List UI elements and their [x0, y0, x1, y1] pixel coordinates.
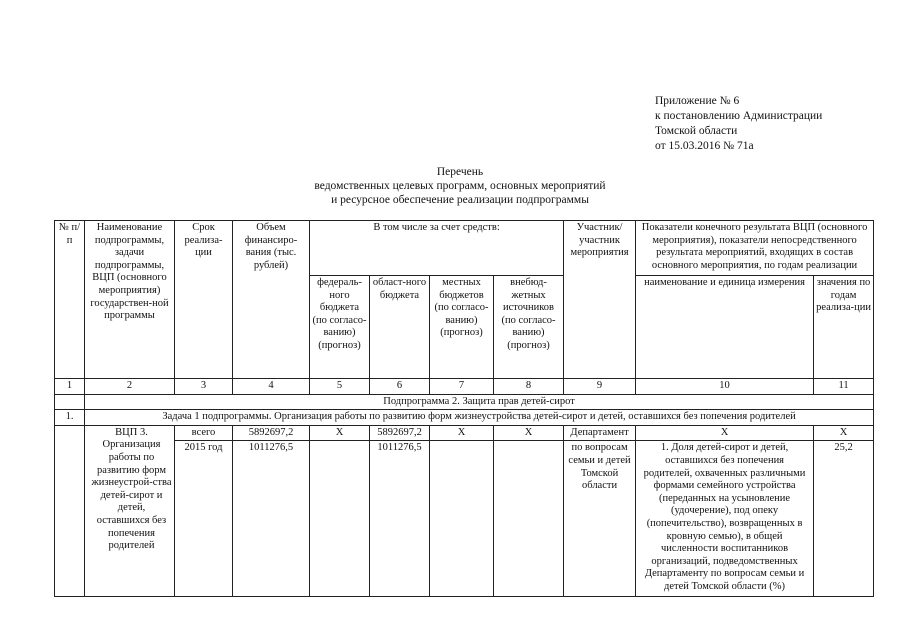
vcp-name: ВЦП 3. Организация работы по развитию форм жизнеустрой-ства детей-сирот и детей, оставшихся без попечения родителей	[85, 425, 175, 596]
appendix-line-4: от 15.03.2016 № 71а	[655, 140, 754, 152]
subprogram-row	[55, 394, 874, 410]
vcp-indicator-name-total: X	[636, 425, 814, 441]
title-line-2: ведомственных целевых программ, основных мероприятий	[314, 180, 606, 192]
subprogram-num-cell	[55, 394, 85, 410]
vcp-indicator-value-2015: 25,2	[814, 441, 874, 596]
header-name: Наименование подпрограммы, задачи подпрограммы, ВЦП (основного мероприятия) государствен-ной программы	[85, 221, 175, 379]
vcp-local-2015	[430, 441, 494, 596]
appendix-block	[655, 94, 822, 154]
column-number: 1	[55, 379, 85, 395]
vcp-participant-total: Департамент	[564, 425, 636, 441]
column-number: 9	[564, 379, 636, 395]
vcp-regional-2015: 1011276,5	[370, 441, 430, 596]
header-federal: федераль-ного бюджета (по согласо-ванию) (прогноз)	[310, 276, 370, 379]
vcp-volume-2015: 1011276,5	[233, 441, 310, 596]
header-regional: област-ного бюджета	[370, 276, 430, 379]
column-number-row	[55, 379, 874, 395]
header-local: местных бюджетов (по согласо-ванию) (прогноз)	[430, 276, 494, 379]
appendix-line-3: Томской области	[655, 125, 738, 137]
column-number: 11	[814, 379, 874, 395]
column-number: 10	[636, 379, 814, 395]
column-number: 6	[370, 379, 430, 395]
header-indicators: Показатели конечного результата ВЦП (основного мероприятия), показатели непосредственного результата мероприятий, входящих в состав основного мероприятия, по годам реализации	[636, 221, 874, 276]
column-number: 8	[494, 379, 564, 395]
column-number: 5	[310, 379, 370, 395]
task-title: Задача 1 подпрограммы. Организация работы по развитию форм жизнеустройства детей-сирот и детей, оставшихся без попечения родителей	[85, 410, 874, 426]
title-line-1: Перечень	[436, 166, 484, 178]
column-number: 2	[85, 379, 175, 395]
appendix-line-2: к постановлению Администрации	[655, 110, 823, 122]
task-num: 1.	[55, 410, 85, 426]
header-indicator-values: значения по годам реализа-ции	[814, 276, 874, 379]
vcp-2015-row	[55, 441, 874, 596]
vcp-local-total: X	[430, 425, 494, 441]
header-num: № п/п	[55, 221, 85, 379]
vcp-term-2015: 2015 год	[175, 441, 233, 596]
header-row-1	[55, 221, 874, 276]
header-indicator-name: наименование и единица измерения	[636, 276, 814, 379]
subprogram-title: Подпрограмма 2. Защита прав детей-сирот	[85, 394, 874, 410]
appendix-line-1: Приложение № 6	[655, 95, 740, 107]
title-line-3: и ресурсное обеспечение реализации подпрограммы	[331, 194, 589, 206]
document-title	[260, 165, 660, 207]
vcp-extrabudget-total: X	[494, 425, 564, 441]
vcp-volume-total: 5892697,2	[233, 425, 310, 441]
column-number: 7	[430, 379, 494, 395]
header-including: В том числе за счет средств:	[310, 221, 564, 276]
vcp-total-row	[55, 425, 874, 441]
task-row	[55, 410, 874, 426]
vcp-term-total: всего	[175, 425, 233, 441]
column-number: 4	[233, 379, 310, 395]
vcp-extrabudget-2015	[494, 441, 564, 596]
column-number: 3	[175, 379, 233, 395]
vcp-participant-2015: по вопросам семьи и детей Томской области	[564, 441, 636, 596]
vcp-federal-2015	[310, 441, 370, 596]
header-extrabudget: внебюд-жетных источников (по согласо-ванию) (прогноз)	[494, 276, 564, 379]
header-volume: Объем финансиро-вания (тыс. рублей)	[233, 221, 310, 379]
vcp-federal-total: X	[310, 425, 370, 441]
program-table	[54, 220, 874, 597]
vcp-regional-total: 5892697,2	[370, 425, 430, 441]
vcp-indicator-value-total: X	[814, 425, 874, 441]
header-term: Срок реализа-ции	[175, 221, 233, 379]
vcp-indicator-name-2015: 1. Доля детей-сирот и детей, оставшихся без попечения родителей, охваченных различными формами семейного устройства (переданных на усыновление (удочерение), под опеку (попечительство), возвращенных в кровную семью), в общей численности воспитанников организаций, подведомственных Департаменту по вопросам семьи и детей Томской области (%)	[636, 441, 814, 596]
vcp-num-cell	[55, 425, 85, 596]
header-participant: Участник/ участник мероприятия	[564, 221, 636, 379]
